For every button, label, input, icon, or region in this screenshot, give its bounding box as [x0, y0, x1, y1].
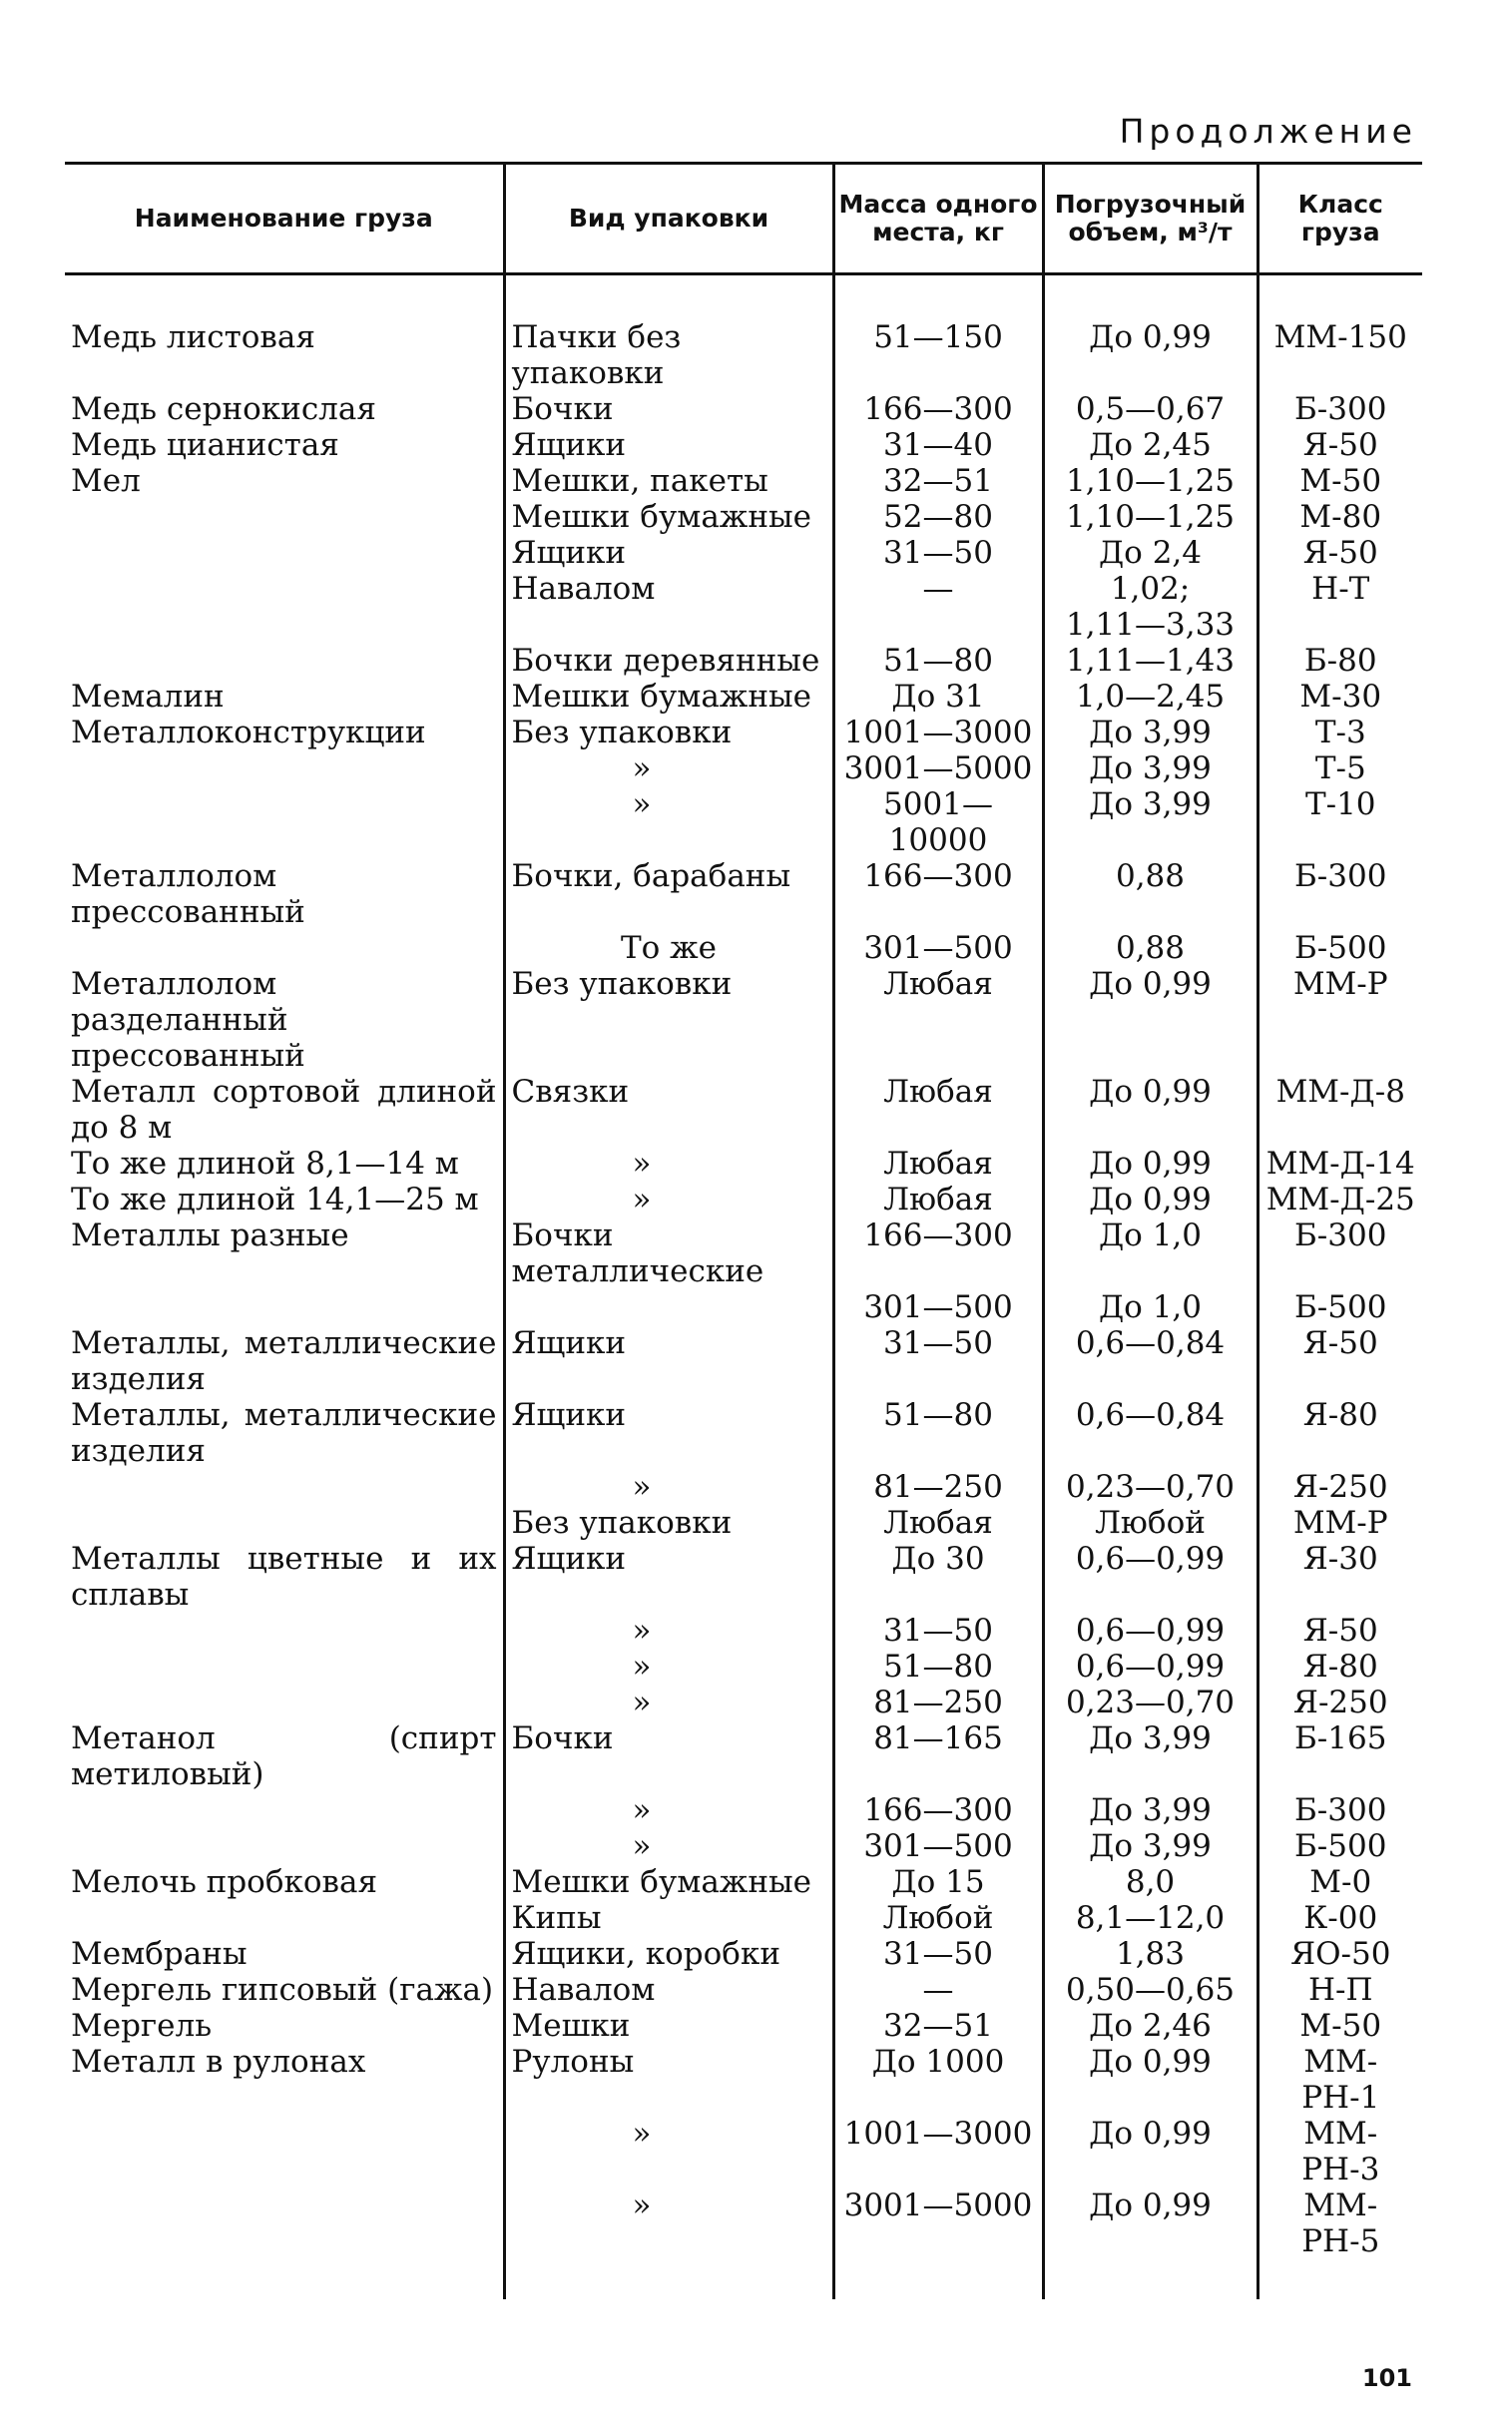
cargo-name-cell: Медь цианистая — [71, 427, 339, 463]
volume-cell: Любой — [1043, 1505, 1258, 1541]
volume-cell: До 0,99 — [1043, 1146, 1258, 1182]
mass-cell: 301—500 — [833, 1289, 1043, 1325]
packaging-cell: » — [504, 1828, 833, 1864]
packaging-cell: Бочки, барабаны — [504, 858, 833, 930]
packaging-cell: Без упаковки — [504, 1505, 833, 1541]
packaging-cell: Ящики, коробки — [504, 1936, 833, 1972]
packaging-cell: Навалом — [504, 1972, 833, 2008]
cargo-name-cell: Метанол (спирт метиловый) — [71, 1720, 497, 1792]
table-row — [65, 1649, 1422, 1685]
table-row — [65, 427, 1422, 463]
volume-cell: До 0,99 — [1043, 1182, 1258, 1217]
table-row — [65, 966, 1422, 1074]
table-row — [65, 1936, 1422, 1972]
cargo-name-cell: Металлы цветные и их сплавы — [71, 1541, 497, 1613]
mass-cell: 301—500 — [833, 930, 1043, 966]
empty-cell — [1043, 274, 1258, 320]
packaging-cell: Без упаковки — [504, 715, 833, 750]
continuation-label: Продолжение — [1119, 112, 1417, 151]
volume-cell: До 0,99 — [1043, 2188, 1258, 2259]
cargo-class-cell: М-0 — [1258, 1864, 1422, 1900]
mass-cell: 81—250 — [833, 1469, 1043, 1505]
cargo-name-cell — [65, 750, 504, 786]
packaging-cell: » — [504, 1613, 833, 1649]
volume-cell: До 1,0 — [1043, 1217, 1258, 1289]
packaging-cell: Ящики — [504, 1325, 833, 1397]
table-row — [65, 1828, 1422, 1864]
cargo-class-cell: Я-50 — [1258, 1613, 1422, 1649]
empty-cell — [65, 274, 504, 320]
packaging-cell: » — [504, 1649, 833, 1685]
volume-cell: До 3,99 — [1043, 715, 1258, 750]
mass-cell: Любая — [833, 1074, 1043, 1146]
table-row — [65, 1217, 1422, 1289]
header-mass: Масса одного места, кг — [833, 164, 1043, 274]
volume-cell: До 0,99 — [1043, 2044, 1258, 2116]
cargo-name-cell: Медь сернокислая — [71, 391, 376, 427]
table-row — [65, 1289, 1422, 1325]
packaging-cell: » — [504, 786, 833, 858]
mass-cell: Любая — [833, 1182, 1043, 1217]
cargo-name-cell: Металлолом разделанный прессованный — [71, 966, 305, 1074]
table-row — [65, 1182, 1422, 1217]
table-row — [65, 571, 1422, 643]
cargo-name-cell: Мемалин — [71, 679, 225, 715]
mass-cell: 1001—3000 — [833, 715, 1043, 750]
cargo-name-cell: Мел — [71, 463, 141, 499]
cargo-name-cell — [65, 1469, 504, 1505]
cargo-class-cell: Б-500 — [1258, 930, 1422, 966]
mass-cell: До 31 — [833, 679, 1043, 715]
table-row — [65, 1146, 1422, 1182]
volume-cell: 0,6—0,99 — [1043, 1541, 1258, 1613]
packaging-cell: » — [504, 750, 833, 786]
cargo-name-cell — [65, 1792, 504, 1828]
packaging-cell: » — [504, 1685, 833, 1720]
empty-cell — [504, 274, 833, 320]
cargo-name-cell — [65, 499, 504, 535]
cargo-class-cell: Я-80 — [1258, 1397, 1422, 1469]
header-volume: Погрузочный объем, м³/т — [1043, 164, 1258, 274]
table-row — [65, 319, 1422, 391]
packaging-cell: Бочки — [504, 1720, 833, 1792]
packaging-cell: » — [504, 1469, 833, 1505]
packaging-cell: Бочки — [504, 391, 833, 427]
table-row — [65, 930, 1422, 966]
volume-cell: До 2,46 — [1043, 2008, 1258, 2044]
table-row — [65, 1864, 1422, 1900]
packaging-cell: Ящики — [504, 1541, 833, 1613]
volume-cell: 1,02; 1,11—3,33 — [1043, 571, 1258, 643]
packaging-cell: Бочки деревянные — [504, 643, 833, 679]
cargo-class-cell: Б-500 — [1258, 1828, 1422, 1864]
mass-cell: 3001—5000 — [833, 2188, 1043, 2259]
mass-cell: 3001—5000 — [833, 750, 1043, 786]
cargo-name-cell — [65, 571, 504, 643]
volume-cell: 1,83 — [1043, 1936, 1258, 1972]
volume-cell: До 3,99 — [1043, 1828, 1258, 1864]
mass-cell: 81—165 — [833, 1720, 1043, 1792]
cargo-name-cell: Мембраны — [71, 1936, 248, 1972]
volume-cell: До 0,99 — [1043, 966, 1258, 1074]
packaging-cell: Ящики — [504, 1397, 833, 1469]
mass-cell: Любая — [833, 966, 1043, 1074]
table-row — [65, 499, 1422, 535]
mass-cell: 166—300 — [833, 391, 1043, 427]
cargo-name-cell — [65, 643, 504, 679]
volume-cell: До 2,45 — [1043, 427, 1258, 463]
header-cargo-name: Наименование груза — [65, 164, 504, 274]
mass-cell: 51—80 — [833, 1397, 1043, 1469]
cargo-name-cell: Металлы, металлические изделия — [71, 1397, 497, 1469]
volume-cell: 1,0—2,45 — [1043, 679, 1258, 715]
table-row — [65, 786, 1422, 858]
volume-cell: До 0,99 — [1043, 319, 1258, 391]
cargo-class-cell: ММ-Д-8 — [1258, 1074, 1422, 1146]
packaging-cell: Кипы — [504, 1900, 833, 1936]
header-class: Класс груза — [1258, 164, 1422, 274]
packaging-cell: Пачки без упаковки — [504, 319, 833, 391]
cargo-name-cell: Металлоконструкции — [71, 715, 426, 750]
cargo-name-cell: Мелочь пробковая — [71, 1864, 378, 1900]
packaging-cell: Мешки, пакеты — [504, 463, 833, 499]
mass-cell: Любой — [833, 1900, 1043, 1936]
table-row — [65, 1397, 1422, 1469]
mass-cell: — — [833, 1972, 1043, 2008]
volume-cell: 0,88 — [1043, 858, 1258, 930]
cargo-class-cell: Я-50 — [1258, 535, 1422, 571]
mass-cell: 52—80 — [833, 499, 1043, 535]
cargo-name-cell — [65, 1685, 504, 1720]
cargo-name-cell: То же длиной 14,1—25 м — [71, 1182, 479, 1217]
cargo-name-cell: Медь листовая — [71, 319, 315, 355]
volume-cell: 0,6—0,84 — [1043, 1325, 1258, 1397]
table-row — [65, 391, 1422, 427]
mass-cell: 32—51 — [833, 2008, 1043, 2044]
cargo-name-cell — [65, 2116, 504, 2188]
cargo-class-cell: ММ-Д-14 — [1258, 1146, 1422, 1182]
table-row — [65, 1074, 1422, 1146]
cargo-class-cell: ММ-РН-1 — [1258, 2044, 1422, 2116]
cargo-class-cell: Т-5 — [1258, 750, 1422, 786]
packaging-cell: » — [504, 2188, 833, 2259]
volume-cell: 0,6—0,84 — [1043, 1397, 1258, 1469]
empty-cell — [833, 274, 1043, 320]
packaging-cell: Бочки металлические — [504, 1217, 833, 1289]
packaging-cell: То же — [504, 930, 833, 966]
cargo-name-cell: То же длиной 8,1—14 м — [71, 1146, 459, 1182]
mass-cell: 51—150 — [833, 319, 1043, 391]
cargo-name-cell: Металлолом прессованный — [71, 858, 305, 930]
mass-cell: До 15 — [833, 1864, 1043, 1900]
cargo-class-cell: Н-П — [1258, 1972, 1422, 2008]
cargo-class-cell: М-30 — [1258, 679, 1422, 715]
table-row — [65, 2116, 1422, 2188]
table-body — [65, 274, 1422, 2300]
empty-cell — [65, 2259, 504, 2299]
cargo-name-cell — [65, 1613, 504, 1649]
cargo-name-cell: Металлы разные — [71, 1217, 349, 1253]
table-row — [65, 1613, 1422, 1649]
cargo-class-cell: ММ-Р — [1258, 966, 1422, 1074]
table-row — [65, 679, 1422, 715]
packaging-cell — [504, 1289, 833, 1325]
packaging-cell: » — [504, 2116, 833, 2188]
empty-cell — [1258, 2259, 1422, 2299]
volume-cell: 0,50—0,65 — [1043, 1972, 1258, 2008]
cargo-name-cell — [65, 1505, 504, 1541]
table-row — [65, 715, 1422, 750]
table-row — [65, 1720, 1422, 1792]
table-row — [65, 1792, 1422, 1828]
table-row — [65, 2188, 1422, 2259]
packaging-cell: » — [504, 1146, 833, 1182]
page-number: 101 — [1361, 2364, 1412, 2392]
cargo-class-cell: Н-Т — [1258, 571, 1422, 643]
header-packaging: Вид упаковки — [504, 164, 833, 274]
volume-cell: До 3,99 — [1043, 1792, 1258, 1828]
table-row — [65, 1469, 1422, 1505]
packaging-cell: Мешки бумажные — [504, 499, 833, 535]
volume-cell: До 0,99 — [1043, 1074, 1258, 1146]
cargo-class-cell: М-50 — [1258, 463, 1422, 499]
packaging-cell: Мешки — [504, 2008, 833, 2044]
empty-cell — [504, 2259, 833, 2299]
volume-cell: 0,5—0,67 — [1043, 391, 1258, 427]
cargo-class-cell: ММ-Д-25 — [1258, 1182, 1422, 1217]
cargo-class-cell: ММ-РН-3 — [1258, 2116, 1422, 2188]
table-row — [65, 2044, 1422, 2116]
cargo-name-cell — [65, 1649, 504, 1685]
volume-cell: До 3,99 — [1043, 750, 1258, 786]
mass-cell: 5001—10000 — [833, 786, 1043, 858]
volume-cell: 1,10—1,25 — [1043, 499, 1258, 535]
table-row — [65, 858, 1422, 930]
cargo-class-cell: Б-500 — [1258, 1289, 1422, 1325]
cargo-class-cell: Б-165 — [1258, 1720, 1422, 1792]
mass-cell: 32—51 — [833, 463, 1043, 499]
cargo-name-cell — [65, 1828, 504, 1864]
mass-cell: 1001—3000 — [833, 2116, 1043, 2188]
mass-cell: 31—50 — [833, 535, 1043, 571]
cargo-class-cell: М-80 — [1258, 499, 1422, 535]
cargo-class-cell: Я-250 — [1258, 1685, 1422, 1720]
volume-cell: 1,10—1,25 — [1043, 463, 1258, 499]
cargo-name-cell — [65, 1289, 504, 1325]
volume-cell: До 1,0 — [1043, 1289, 1258, 1325]
cargo-name-cell: Металл сортовой длиной до 8 м — [71, 1074, 497, 1146]
cargo-name-cell — [65, 1900, 504, 1936]
mass-cell: 166—300 — [833, 1217, 1043, 1289]
volume-cell: До 3,99 — [1043, 1720, 1258, 1792]
table-row — [65, 643, 1422, 679]
cargo-table — [65, 162, 1422, 2299]
cargo-name-cell — [65, 786, 504, 858]
table-row — [65, 1325, 1422, 1397]
packaging-cell: Рулоны — [504, 2044, 833, 2116]
table-row — [65, 2008, 1422, 2044]
mass-cell: 51—80 — [833, 643, 1043, 679]
cargo-class-cell: Б-300 — [1258, 1792, 1422, 1828]
packaging-cell: Связки — [504, 1074, 833, 1146]
cargo-name-cell: Металлы, металлические изделия — [71, 1325, 497, 1397]
table-row — [65, 1541, 1422, 1613]
volume-cell: 0,6—0,99 — [1043, 1649, 1258, 1685]
cargo-class-cell: Т-3 — [1258, 715, 1422, 750]
mass-cell: — — [833, 571, 1043, 643]
mass-cell: 81—250 — [833, 1685, 1043, 1720]
cargo-class-cell: Я-80 — [1258, 1649, 1422, 1685]
packaging-cell: Мешки бумажные — [504, 1864, 833, 1900]
cargo-name-cell: Мергель — [71, 2008, 213, 2044]
volume-cell: До 3,99 — [1043, 786, 1258, 858]
cargo-class-cell: Б-80 — [1258, 643, 1422, 679]
volume-cell: 0,6—0,99 — [1043, 1613, 1258, 1649]
cargo-class-cell: Я-50 — [1258, 1325, 1422, 1397]
mass-cell: 31—40 — [833, 427, 1043, 463]
cargo-class-cell: Б-300 — [1258, 1217, 1422, 1289]
cargo-name-cell: Мергель гипсовый (гажа) — [71, 1972, 494, 2008]
cargo-class-cell: ЯО-50 — [1258, 1936, 1422, 1972]
mass-cell: 51—80 — [833, 1649, 1043, 1685]
mass-cell: До 30 — [833, 1541, 1043, 1613]
packaging-cell: Мешки бумажные — [504, 679, 833, 715]
mass-cell: 166—300 — [833, 858, 1043, 930]
cargo-class-cell: Я-50 — [1258, 427, 1422, 463]
last-row — [65, 2259, 1422, 2299]
mass-cell: 31—50 — [833, 1613, 1043, 1649]
cargo-class-cell: К-00 — [1258, 1900, 1422, 1936]
empty-cell — [1258, 274, 1422, 320]
cargo-class-cell: ММ-150 — [1258, 319, 1422, 391]
table-row — [65, 1685, 1422, 1720]
spacer-row — [65, 274, 1422, 320]
empty-cell — [1043, 2259, 1258, 2299]
empty-cell — [833, 2259, 1043, 2299]
packaging-cell: Навалом — [504, 571, 833, 643]
volume-cell: 0,88 — [1043, 930, 1258, 966]
cargo-class-cell: Т-10 — [1258, 786, 1422, 858]
volume-cell: До 2,4 — [1043, 535, 1258, 571]
packaging-cell: Ящики — [504, 535, 833, 571]
volume-cell: 8,1—12,0 — [1043, 1900, 1258, 1936]
packaging-cell: » — [504, 1182, 833, 1217]
mass-cell: До 1000 — [833, 2044, 1043, 2116]
mass-cell: 31—50 — [833, 1325, 1043, 1397]
table-row — [65, 535, 1422, 571]
cargo-name-cell: Металл в рулонах — [71, 2044, 366, 2080]
table-header-row — [65, 164, 1422, 274]
table-row — [65, 750, 1422, 786]
volume-cell: 0,23—0,70 — [1043, 1685, 1258, 1720]
cargo-class-cell: Б-300 — [1258, 858, 1422, 930]
table-row — [65, 1900, 1422, 1936]
cargo-class-cell: Б-300 — [1258, 391, 1422, 427]
packaging-cell: » — [504, 1792, 833, 1828]
cargo-class-cell: Я-30 — [1258, 1541, 1422, 1613]
cargo-class-cell: ММ-Р — [1258, 1505, 1422, 1541]
mass-cell: 301—500 — [833, 1828, 1043, 1864]
table-row — [65, 463, 1422, 499]
volume-cell: 1,11—1,43 — [1043, 643, 1258, 679]
cargo-class-cell: Я-250 — [1258, 1469, 1422, 1505]
cargo-class-cell: ММ-РН-5 — [1258, 2188, 1422, 2259]
table-row — [65, 1972, 1422, 2008]
mass-cell: 166—300 — [833, 1792, 1043, 1828]
packaging-cell: Без упаковки — [504, 966, 833, 1074]
mass-cell: 31—50 — [833, 1936, 1043, 1972]
cargo-name-cell — [65, 930, 504, 966]
volume-cell: До 0,99 — [1043, 2116, 1258, 2188]
table-row — [65, 1505, 1422, 1541]
mass-cell: Любая — [833, 1505, 1043, 1541]
volume-cell: 8,0 — [1043, 1864, 1258, 1900]
cargo-class-cell: М-50 — [1258, 2008, 1422, 2044]
cargo-name-cell — [65, 2188, 504, 2259]
packaging-cell: Ящики — [504, 427, 833, 463]
mass-cell: Любая — [833, 1146, 1043, 1182]
volume-cell: 0,23—0,70 — [1043, 1469, 1258, 1505]
cargo-name-cell — [65, 535, 504, 571]
